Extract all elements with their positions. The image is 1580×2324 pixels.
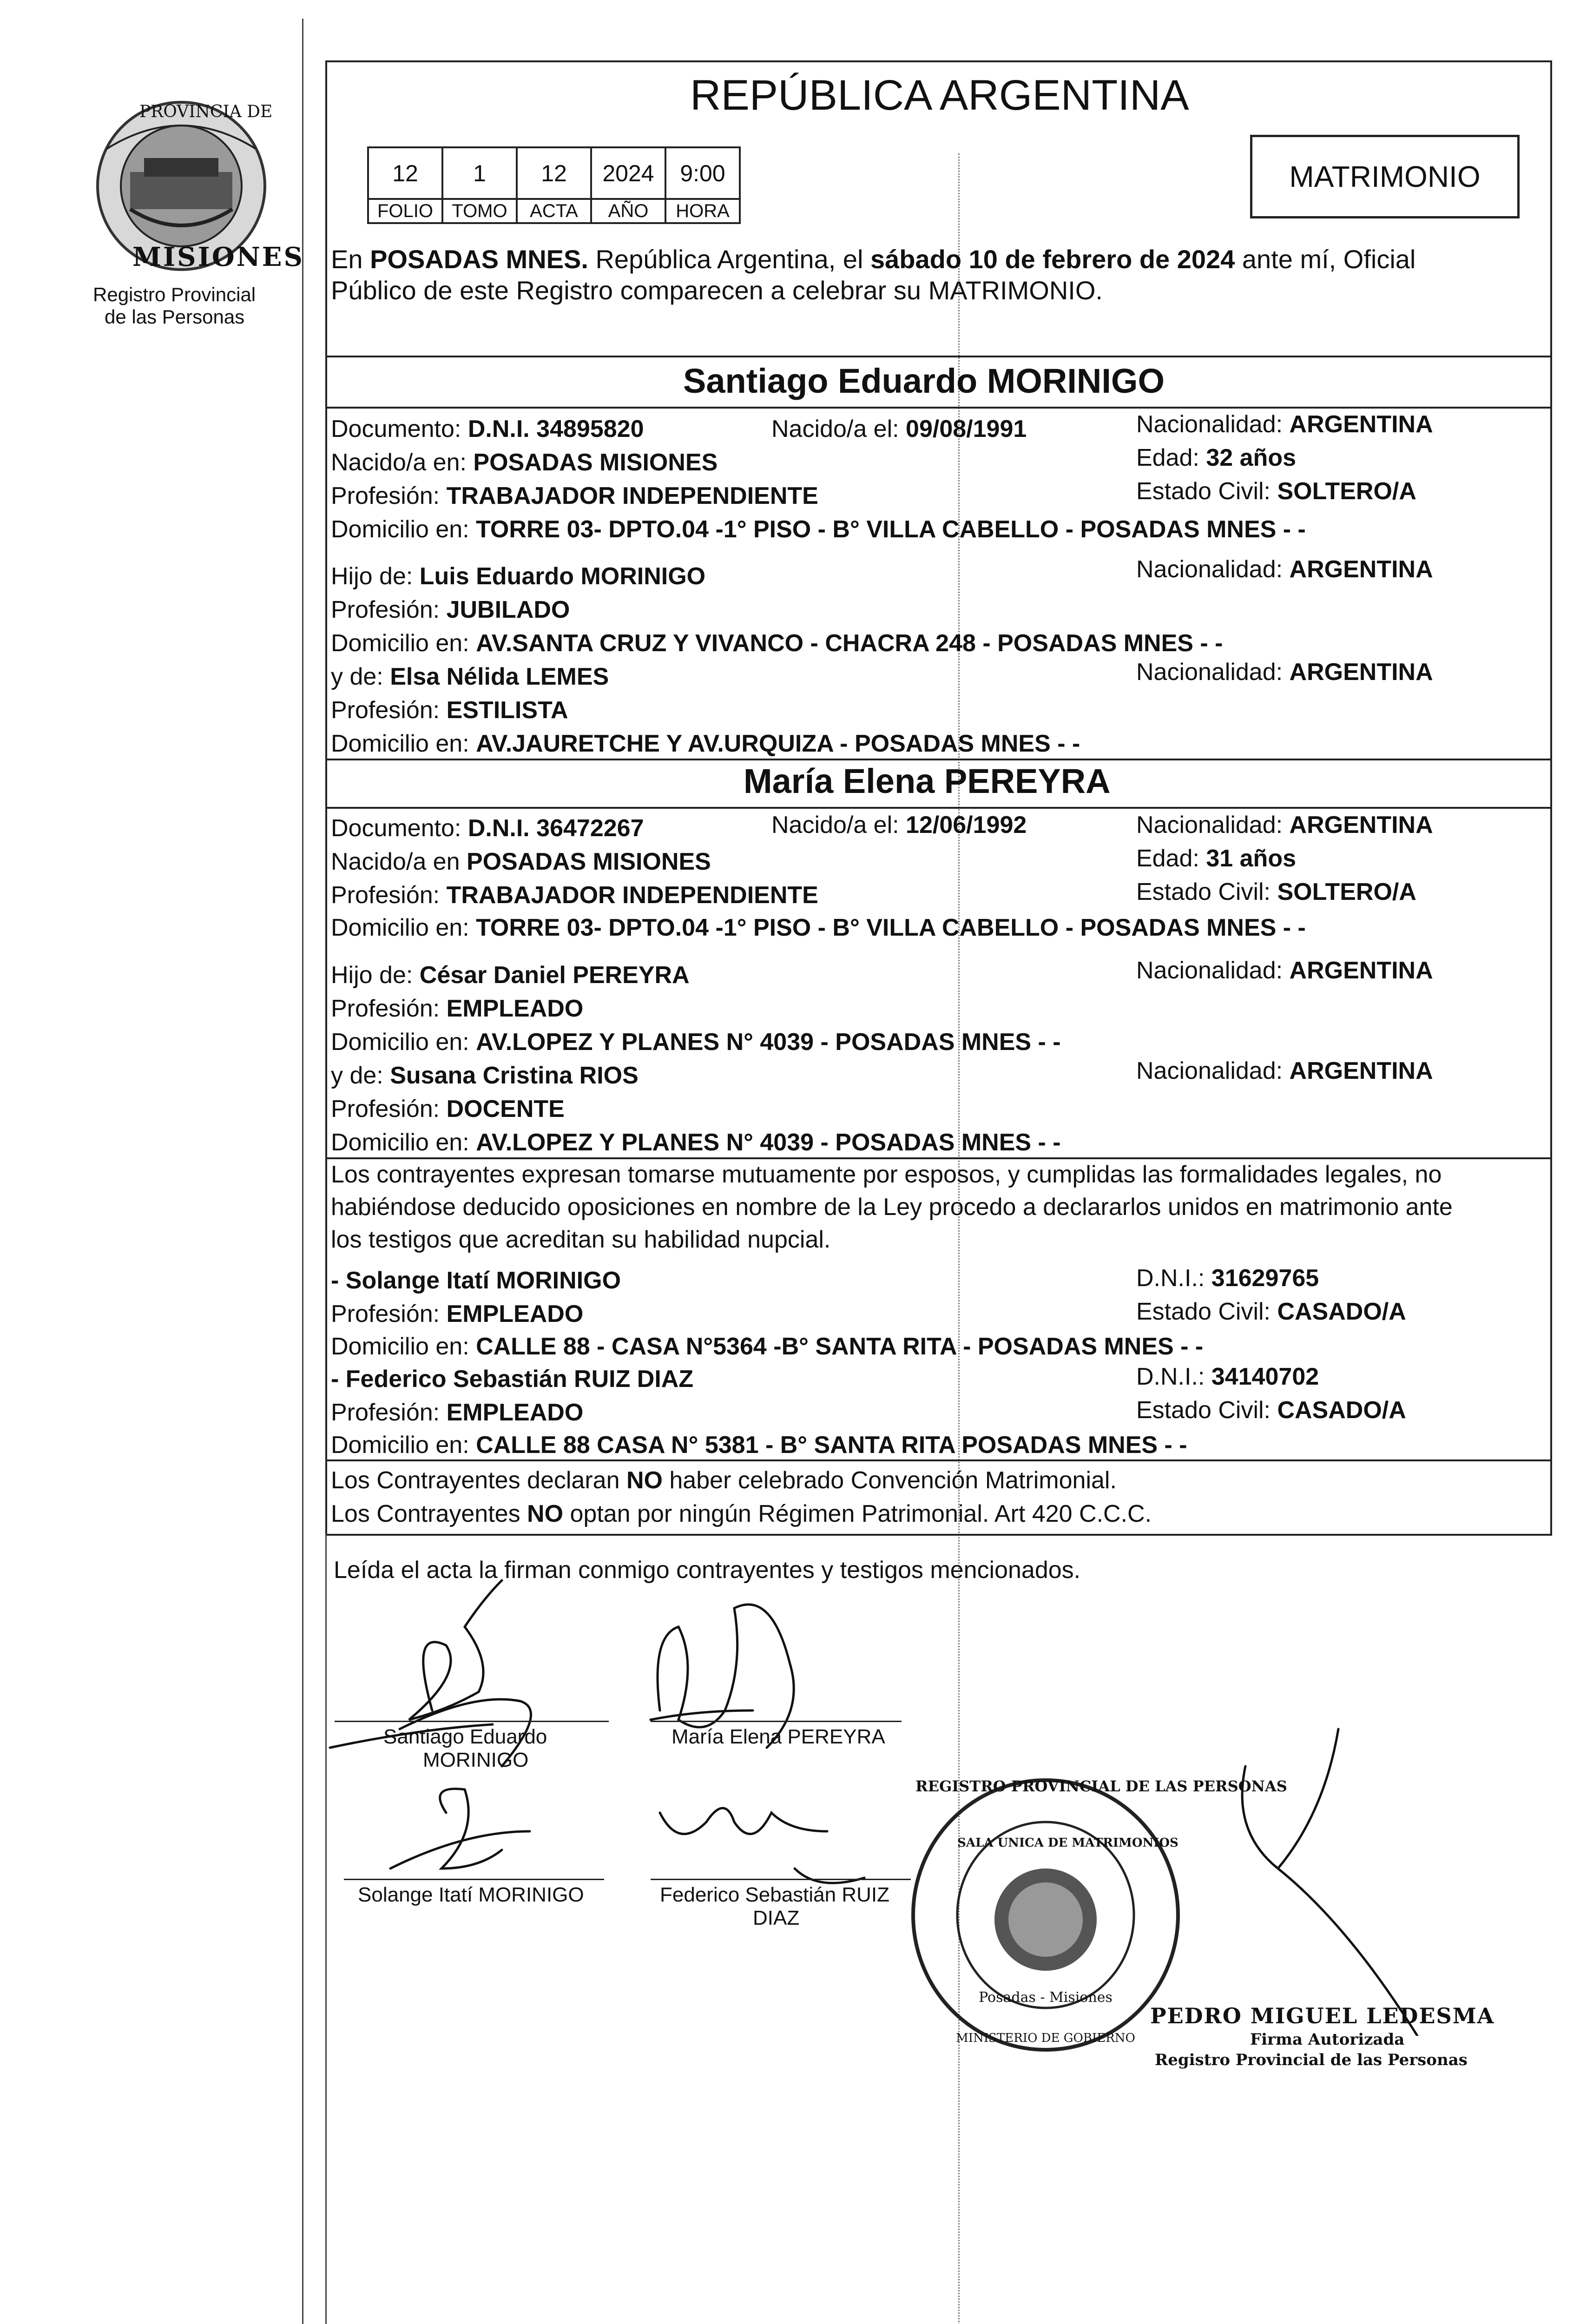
intro-place: POSADAS MNES. (370, 244, 588, 274)
seal-ministry-text: MINISTERIO DE GOBIERNO (956, 2031, 1135, 2045)
intro-text-3: ante mí, Oficial (1235, 244, 1416, 274)
seal-bottom-text: Posadas - Misiones (979, 1989, 1113, 2006)
separator-party2 (325, 1157, 1552, 1159)
party2-mother-nationality: Nacionalidad: ARGENTINA (1136, 1057, 1433, 1084)
witness1-civil-status: Estado Civil: CASADO/A (1136, 1298, 1406, 1325)
intro-line-2: Público de este Registro comparecen a celebrar su MATRIMONIO. (331, 276, 1103, 305)
closing-text: Leída el acta la firman conmigo contrayentes y testigos mencionados. (334, 1557, 1081, 1584)
witness2-name: - Federico Sebastián RUIZ DIAZ (331, 1366, 694, 1393)
party2-born-place: Nacido/a en POSADAS MISIONES (331, 848, 711, 875)
intro-text-1: En (331, 244, 370, 274)
witness2-profession: Profesión: EMPLEADO (331, 1399, 584, 1426)
party1-father-nationality: Nacionalidad: ARGENTINA (1136, 556, 1433, 583)
acta-label: ACTA (516, 198, 592, 224)
declaration-line-3: los testigos que acreditan su habilidad nupcial. (331, 1226, 831, 1253)
party2-father-nationality: Nacionalidad: ARGENTINA (1136, 957, 1433, 984)
officer-registry: Registro Provincial de las Personas (1155, 2051, 1468, 2069)
logo-caption-1: Registro Provincial (93, 284, 256, 305)
party2-mother-address: Domicilio en: AV.LOPEZ Y PLANES N° 4039 - POSADAS MNES - - (331, 1129, 1061, 1156)
party1-father-profession: Profesión: JUBILADO (331, 596, 570, 623)
party2-profession: Profesión: TRABAJADOR INDEPENDIENTE (331, 882, 818, 909)
sig-line-4 (651, 1879, 911, 1880)
party1-address: Domicilio en: TORRE 03- DPTO.04 -1° PISO - B° VILLA CABELLO - POSADAS MNES - - (331, 516, 1306, 543)
seal-outer-text: REGISTRO PROVINCIAL DE LAS PERSONAS (915, 1777, 1287, 1795)
party1-mother-address: Domicilio en: AV.JAURETCHE Y AV.URQUIZA - POSADAS MNES - - (331, 730, 1080, 757)
party1-nationality: Nacionalidad: ARGENTINA (1136, 411, 1433, 438)
party2-doc: Documento: D.N.I. 36472267 (331, 815, 644, 842)
party1-mother-profession: Profesión: ESTILISTA (331, 697, 568, 724)
separator-regime (325, 1534, 1552, 1536)
page-title: REPÚBLICA ARGENTINA (690, 72, 1189, 119)
folio-label: FOLIO (367, 198, 443, 224)
separator-witnesses (325, 1459, 1552, 1461)
witness1-address: Domicilio en: CALLE 88 - CASA N°5364 -B° SANTA RITA - POSADAS MNES - - (331, 1333, 1204, 1360)
sig-label-party2: María Elena PEREYRA (672, 1725, 885, 1748)
party1-born-date: Nacido/a el: 09/08/1991 (771, 416, 1027, 442)
party2-born-date: Nacido/a el: 12/06/1992 (771, 812, 1027, 838)
seal-inner-text: SALA UNICA DE MATRIMONIOS (957, 1836, 1178, 1850)
officer-title: Firma Autorizada (1250, 2030, 1405, 2049)
party1-mother-nationality: Nacionalidad: ARGENTINA (1136, 659, 1433, 686)
left-margin-line (302, 19, 303, 2324)
party2-address: Domicilio en: TORRE 03- DPTO.04 -1° PISO - B° VILLA CABELLO - POSADAS MNES - - (331, 914, 1306, 941)
witness2-dni: D.N.I.: 34140702 (1136, 1363, 1319, 1390)
tomo-value: 1 (441, 146, 518, 200)
party2-mother: y de: Susana Cristina RIOS (331, 1062, 639, 1089)
logo-caption-2: de las Personas (105, 306, 245, 328)
witness2-address: Domicilio en: CALLE 88 CASA N° 5381 - B° SANTA RITA POSADAS MNES - - (331, 1432, 1187, 1459)
witness1-dni: D.N.I.: 31629765 (1136, 1265, 1319, 1292)
sig-label-party1-line1: Santiago Eduardo (383, 1725, 547, 1748)
sig-line-2 (651, 1721, 902, 1722)
separator-intro (325, 356, 1552, 357)
sig-line-1 (335, 1721, 609, 1722)
intro-text-2: República Argentina, el (588, 244, 870, 274)
acta-value: 12 (516, 146, 592, 200)
party1-father: Hijo de: Luis Eduardo MORINIGO (331, 563, 706, 590)
party2-name: María Elena PEREYRA (744, 762, 1111, 800)
frame-right-line (1550, 60, 1552, 1464)
party1-civil-status: Estado Civil: SOLTERO/A (1136, 478, 1416, 505)
regime-left-line (325, 1459, 327, 1534)
party1-born-place: Nacido/a en: POSADAS MISIONES (331, 449, 718, 476)
party1-age: Edad: 32 años (1136, 444, 1296, 471)
party1-name: Santiago Eduardo MORINIGO (683, 362, 1165, 400)
intro-line-1 (331, 244, 1415, 275)
witness2-civil-status: Estado Civil: CASADO/A (1136, 1397, 1406, 1424)
declaration-line-1: Los contrayentes expresan tomarse mutuamente por esposos, y cumplidas las formalidades legales, no (331, 1161, 1442, 1188)
regime-clause-1: Los Contrayentes declaran NO haber celebrado Convención Matrimonial. (331, 1467, 1117, 1494)
separator-party1-name (325, 407, 1552, 409)
anio-value: 2024 (590, 146, 666, 200)
frame-left-line (325, 60, 327, 1464)
regime-right-line (1550, 1459, 1552, 1534)
party1-father-address: Domicilio en: AV.SANTA CRUZ Y VIVANCO - CHACRA 248 - POSADAS MNES - - (331, 630, 1223, 657)
party2-father-profession: Profesión: EMPLEADO (331, 995, 584, 1022)
party2-mother-profession: Profesión: DOCENTE (331, 1096, 565, 1122)
party2-nationality: Nacionalidad: ARGENTINA (1136, 812, 1433, 838)
party1-mother: y de: Elsa Nélida LEMES (331, 663, 609, 690)
sig-line-3 (344, 1879, 604, 1880)
witness1-profession: Profesión: EMPLEADO (331, 1301, 584, 1327)
frame-top-line (325, 60, 1552, 62)
declaration-line-2: habiéndose deducido oposiciones en nombre de la Ley procedo a declararlos unidos en matrimonio ante (331, 1194, 1453, 1221)
sig-label-party1-line2: MORINIGO (423, 1749, 529, 1771)
doc-type-box: MATRIMONIO (1250, 135, 1520, 218)
witness1-name: - Solange Itatí MORINIGO (331, 1267, 621, 1294)
anio-label: AÑO (590, 198, 666, 224)
sig-label-witness2-line1: Federico Sebastián RUIZ (660, 1883, 889, 1906)
party2-civil-status: Estado Civil: SOLTERO/A (1136, 878, 1416, 905)
regime-clause-2: Los Contrayentes NO optan por ningún Régimen Patrimonial. Art 420 C.C.C. (331, 1500, 1152, 1527)
intro-date: sábado 10 de febrero de 2024 (870, 244, 1235, 274)
party1-profession: Profesión: TRABAJADOR INDEPENDIENTE (331, 482, 818, 509)
logo-arc-text: PROVINCIA DE (139, 102, 273, 121)
folio-value: 12 (367, 146, 443, 200)
hora-value: 9:00 (665, 146, 741, 200)
party2-age: Edad: 31 años (1136, 845, 1296, 872)
official-seal (902, 1771, 1287, 2059)
logo-bottom-text: MISIONES (132, 242, 304, 272)
sig-label-witness2-line2: DIAZ (753, 1907, 800, 1929)
hora-label: HORA (665, 198, 741, 224)
party1-doc: Documento: D.N.I. 34895820 (331, 416, 644, 442)
province-logo (88, 93, 304, 279)
party2-father-address: Domicilio en: AV.LOPEZ Y PLANES N° 4039 - POSADAS MNES - - (331, 1029, 1061, 1056)
tomo-label: TOMO (441, 198, 518, 224)
officer-name: PEDRO MIGUEL LEDESMA (1150, 2003, 1495, 2028)
sig-label-witness1: Solange Itatí MORINIGO (358, 1883, 584, 1906)
separator-party2-name (325, 807, 1552, 809)
party2-father: Hijo de: César Daniel PEREYRA (331, 962, 690, 989)
